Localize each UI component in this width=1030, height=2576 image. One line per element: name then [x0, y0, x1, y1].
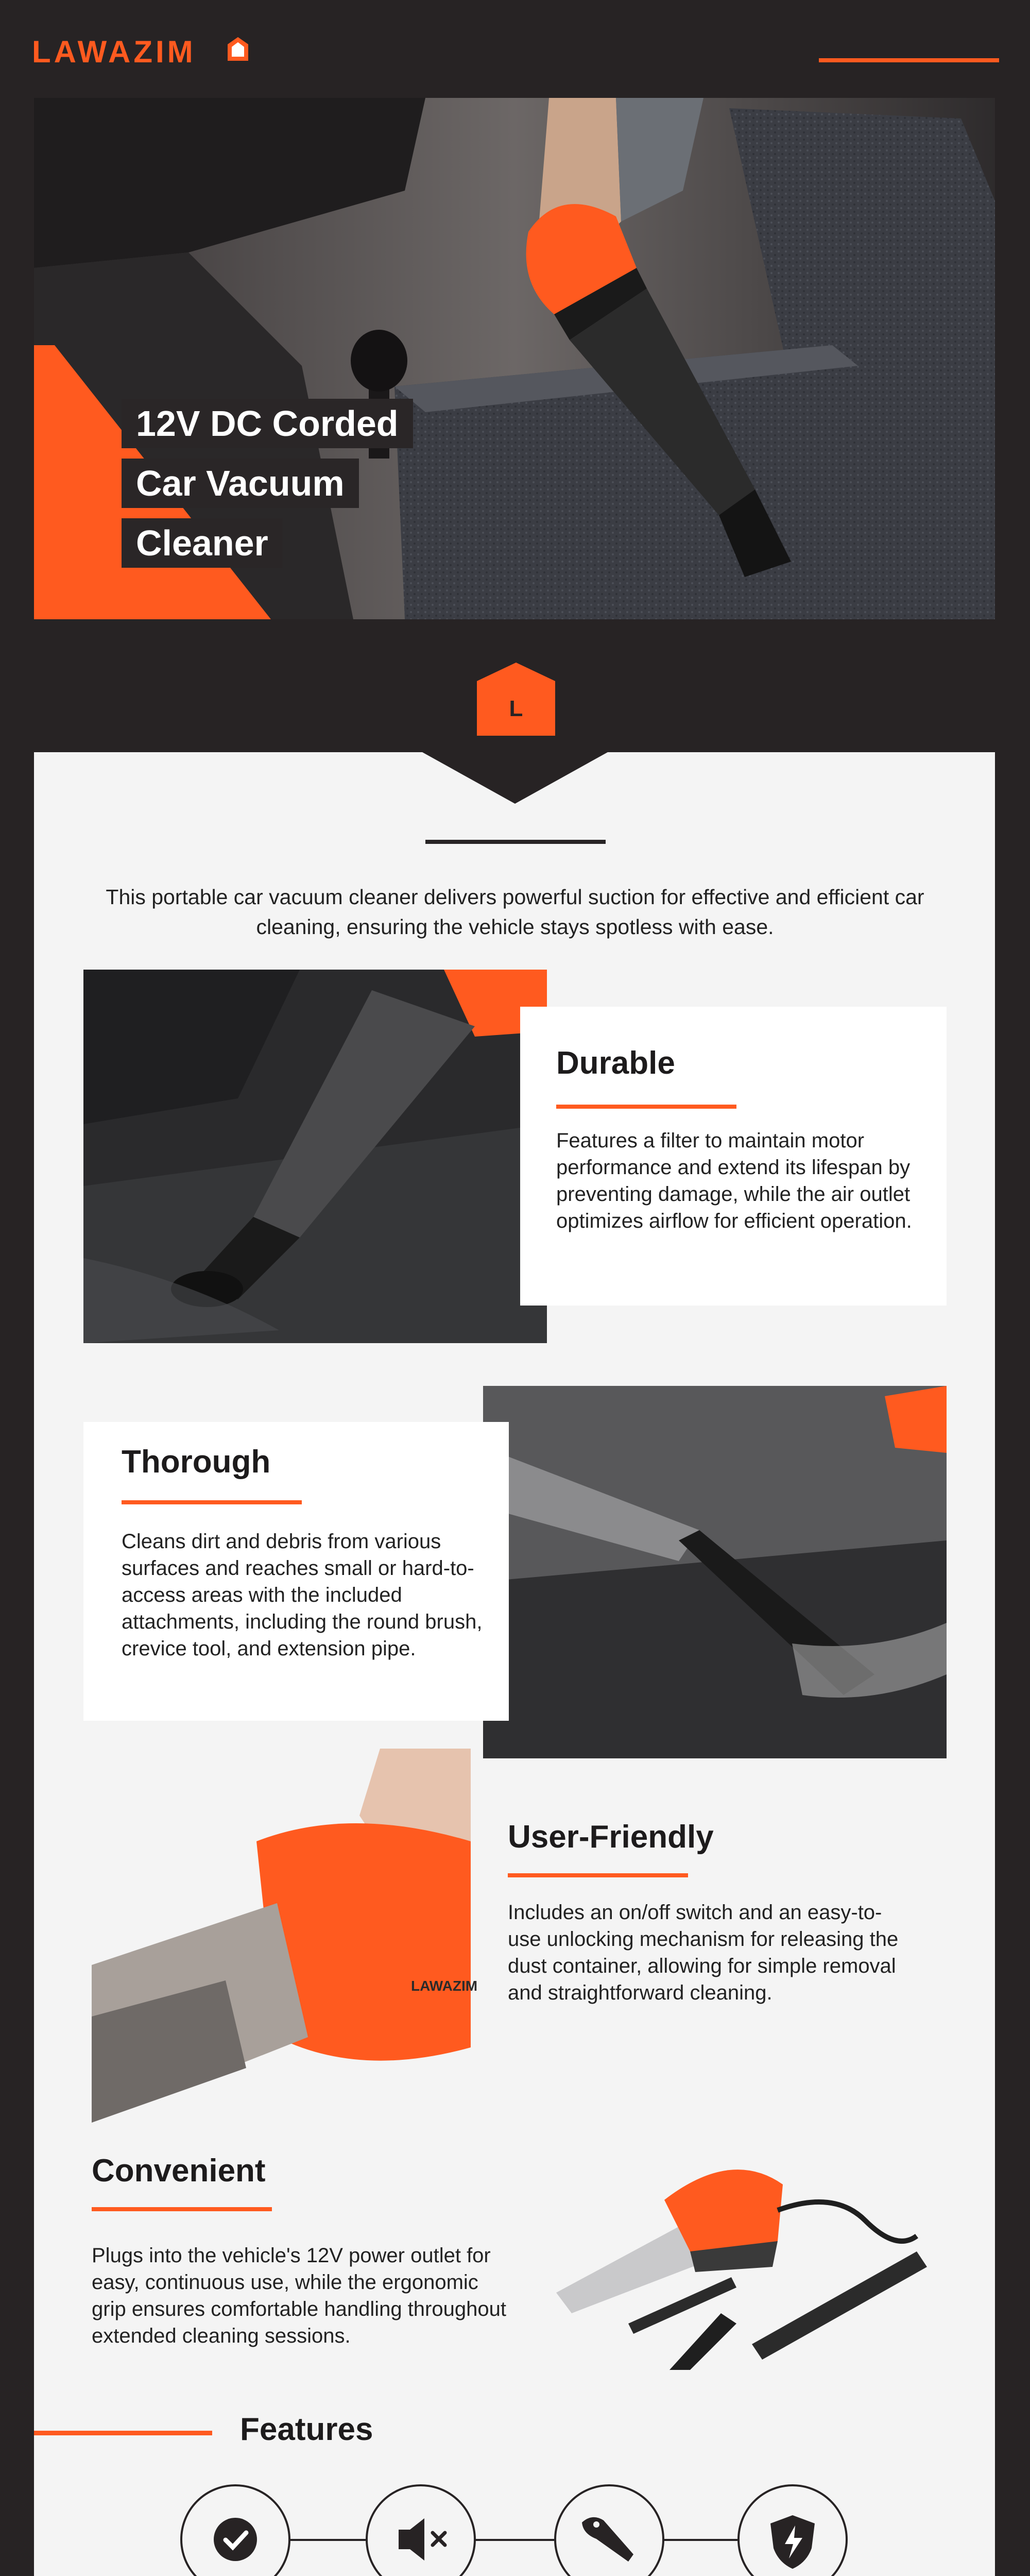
convenient-underline	[92, 2207, 272, 2211]
durable-body: Features a filter to maintain motor performance and extend its lifespan by preventing damage, while the air outlet optimizes airflow for efficient operation.	[556, 1129, 912, 1232]
feature-connector-2	[473, 2539, 554, 2541]
features-accent-line	[34, 2431, 212, 2435]
durable-textbox	[520, 1007, 947, 1306]
user-friendly-title: User-Friendly	[508, 1819, 714, 1855]
features-title: Features	[240, 2412, 373, 2447]
user-friendly-photo	[92, 1749, 478, 2123]
thorough-title: Thorough	[122, 1444, 271, 1480]
speaker-mute-icon	[368, 2486, 474, 2576]
convenient-title: Convenient	[92, 2153, 266, 2189]
brand-name: LAWAZIM	[32, 35, 196, 69]
thorough-underline	[122, 1500, 302, 1504]
hero-title-line-3: Cleaner	[122, 518, 283, 568]
durable-title: Durable	[556, 1045, 675, 1081]
hero-title-line-1: 12V DC Corded	[122, 399, 413, 448]
vacuum-icon	[556, 2486, 662, 2576]
feature-connector-3	[661, 2539, 737, 2541]
convenient-body: Plugs into the vehicle's 12V power outlet for easy, continuous use, while the ergonomic grip ensures comfortable handling throughout extended cleaning sessions.	[92, 2244, 506, 2347]
thorough-textbox	[83, 1422, 509, 1721]
card-notch	[422, 752, 608, 804]
convenient-photo	[536, 2128, 948, 2375]
intro-text: This portable car vacuum cleaner delivers powerful suction for effective and efficient car cleaning, ensuring the vehicle stays spotless with ease.	[106, 885, 924, 939]
thorough-photo	[483, 1386, 947, 1758]
feature-circle-4	[737, 2484, 848, 2576]
feature-circle-2	[366, 2484, 476, 2576]
product-label: LAWAZIM	[411, 1978, 478, 1994]
user-friendly-body: Includes an on/off switch and an easy-to-use unlocking mechanism for releasing the dust container, allowing for simple removal and straightforward cleaning.	[508, 1901, 899, 2004]
feature-circle-3	[554, 2484, 664, 2576]
badge-logo-icon	[475, 660, 557, 738]
check-badge-icon	[182, 2486, 288, 2576]
thorough-body: Cleans dirt and debris from various surfaces and reaches small or hard-to-access areas with the included attachments, including the round brush, crevice tool, and extension pipe.	[122, 1530, 483, 1660]
feature-connector-1	[289, 2539, 366, 2541]
brand-logo	[32, 34, 196, 70]
badge-letter: L	[509, 696, 523, 721]
hero-title-line-2: Car Vacuum	[122, 459, 359, 508]
lightning-shield-icon	[740, 2486, 846, 2576]
header-accent-line	[819, 58, 999, 62]
durable-underline	[556, 1105, 736, 1109]
intro-divider	[425, 840, 606, 844]
hero-image	[34, 98, 995, 619]
feature-circle-1	[180, 2484, 290, 2576]
house-logo-icon	[227, 36, 249, 62]
durable-photo	[83, 970, 547, 1343]
user-friendly-underline	[508, 1873, 688, 1877]
